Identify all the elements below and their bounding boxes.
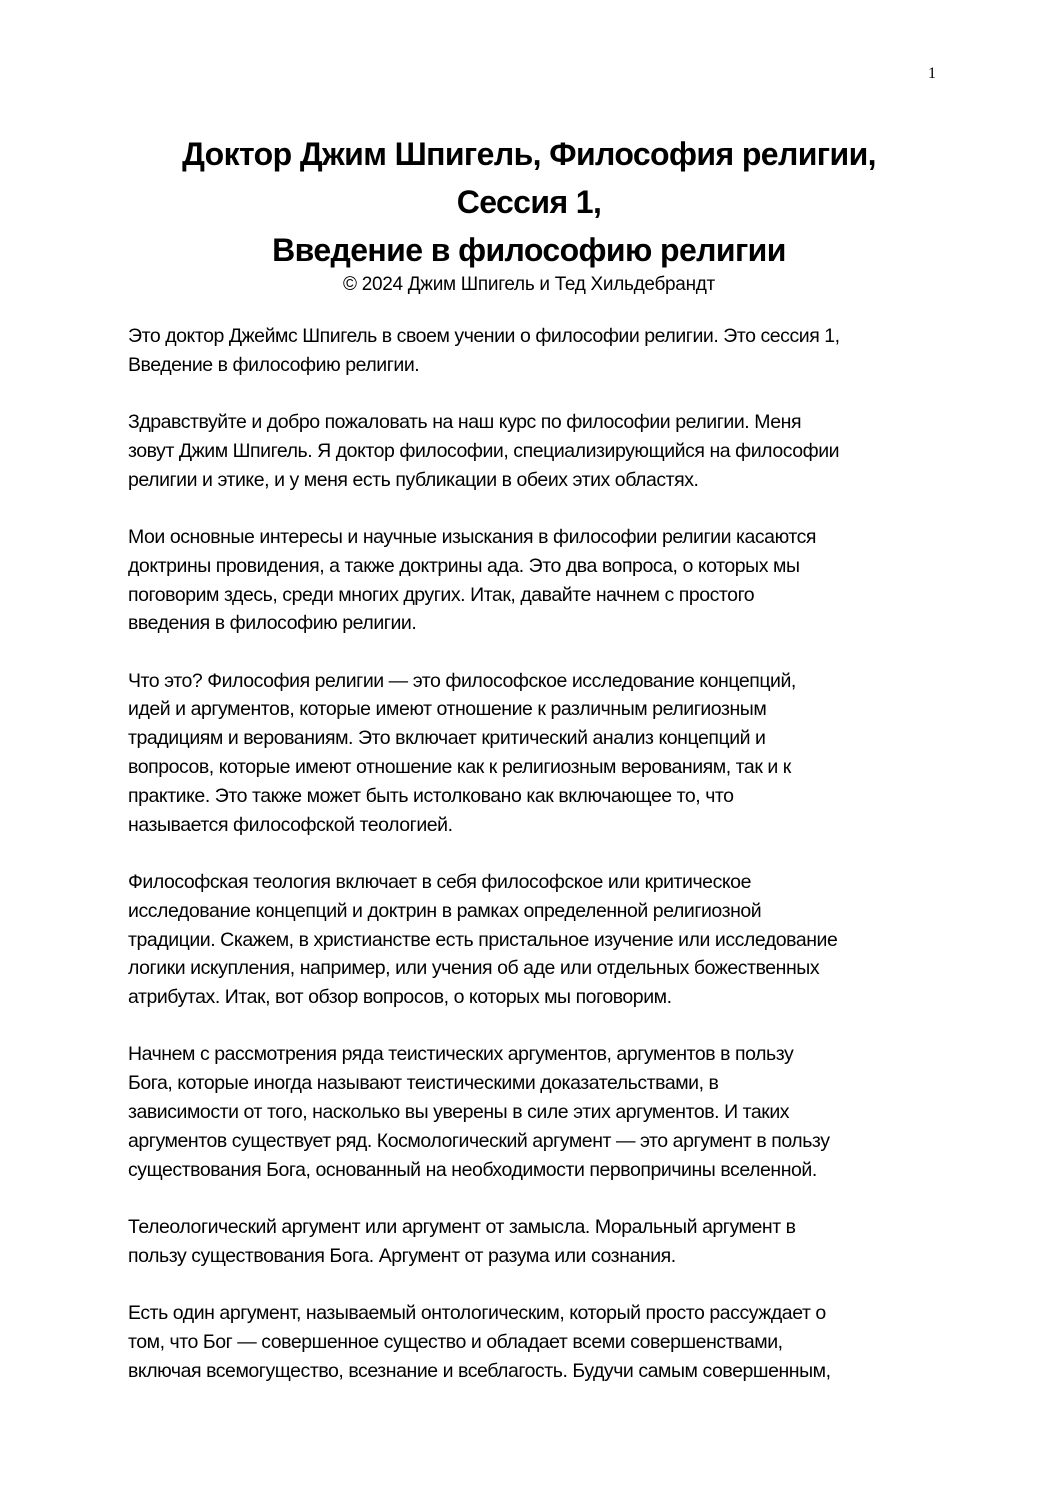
text-line: называется философской теологией.: [128, 813, 453, 836]
text-line: Это доктор Джеймс Шпигель в своем учении о философии религии. Это сессия 1,: [128, 325, 840, 347]
paragraph: [128, 1040, 938, 1184]
text-line: существования Бога, основанный на необходимости первопричины вселенной.: [128, 1158, 817, 1181]
text-line: Что это? Философия религии — это философское исследование концепций,: [128, 669, 796, 692]
text-line: Бога, которые иногда называют теистическими доказательствами, в: [128, 1072, 719, 1095]
text-line: вопросов, которые имеют отношение как к религиозным верованиям, так и к: [128, 756, 791, 779]
text-line: пользу существования Бога. Аргумент от разума или сознания.: [128, 1244, 676, 1267]
text-line: Введение в философию религии.: [128, 353, 420, 376]
document-header: [100, 130, 958, 298]
paragraph: [128, 322, 938, 380]
text-line: доктрины провидения, а также доктрины ада. Это два вопроса, о которых мы: [128, 554, 800, 577]
text-line: том, что Бог — совершенное существо и обладает всеми совершенствами,: [128, 1330, 783, 1353]
text-line: исследование концепций и доктрин в рамках определенной религиозной: [128, 899, 762, 922]
text-line: аргументов существует ряд. Космологический аргумент — это аргумент в пользу: [128, 1129, 830, 1152]
copyright-notice: © 2024 Джим Шпигель и Тед Хильдебрандт: [343, 274, 715, 295]
text-line: Есть один аргумент, называемый онтологическим, который просто рассуждает о: [128, 1302, 826, 1325]
document-title-line-1: Доктор Джим Шпигель, Философия религии,: [182, 136, 876, 172]
text-line: Здравствуйте и добро пожаловать на наш курс по философии религии. Меня: [128, 411, 802, 434]
text-line: поговорим здесь, среди многих других. Итак, давайте начнем с простого: [128, 583, 755, 606]
text-line: включая всемогущество, всезнание и всеблагость. Будучи самым совершенным,: [128, 1359, 831, 1382]
text-line: зовут Джим Шпигель. Я доктор философии, специализирующийся на философии: [128, 439, 840, 462]
text-line: религии и этике, и у меня есть публикации в обеих этих областях.: [128, 468, 699, 491]
document-title-line-2: Сессия 1,: [456, 184, 602, 220]
text-line: традициям и верованиям. Это включает критический анализ концепций и: [128, 727, 766, 750]
text-line: практике. Это также может быть истолковано как включающее то, что: [128, 784, 734, 807]
document-title-line-3: Введение в философию религии: [272, 232, 786, 268]
text-line: идей и аргументов, которые имеют отношение к различным религиозным: [128, 698, 767, 721]
text-line: атрибутах. Итак, вот обзор вопросов, о которых мы поговорим.: [128, 986, 672, 1009]
text-line: Мои основные интересы и научные изыскания в философии религии касаются: [128, 525, 816, 548]
text-line: зависимости от того, насколько вы уверены в силе этих аргументов. И таких: [128, 1101, 790, 1124]
paragraph: [128, 408, 938, 494]
page-number: 1: [928, 65, 936, 82]
text-line: традиции. Скажем, в христианстве есть пристальное изучение или исследование: [128, 928, 838, 951]
text-line: введения в философию религии.: [128, 612, 417, 635]
text-line: Телеологический аргумент или аргумент от замысла. Моральный аргумент в: [128, 1215, 796, 1238]
paragraph: [128, 523, 938, 638]
text-line: Начнем с рассмотрения ряда теистических аргументов, аргументов в пользу: [128, 1043, 794, 1066]
text-line: логики искупления, например, или учения об аде или отдельных божественных: [128, 957, 820, 980]
paragraph: [128, 1213, 938, 1271]
paragraph: [128, 667, 938, 840]
text-line: Философская теология включает в себя философское или критическое: [128, 870, 751, 893]
paragraph: [128, 1299, 938, 1385]
document-body: [128, 322, 938, 1414]
paragraph: [128, 868, 938, 1012]
